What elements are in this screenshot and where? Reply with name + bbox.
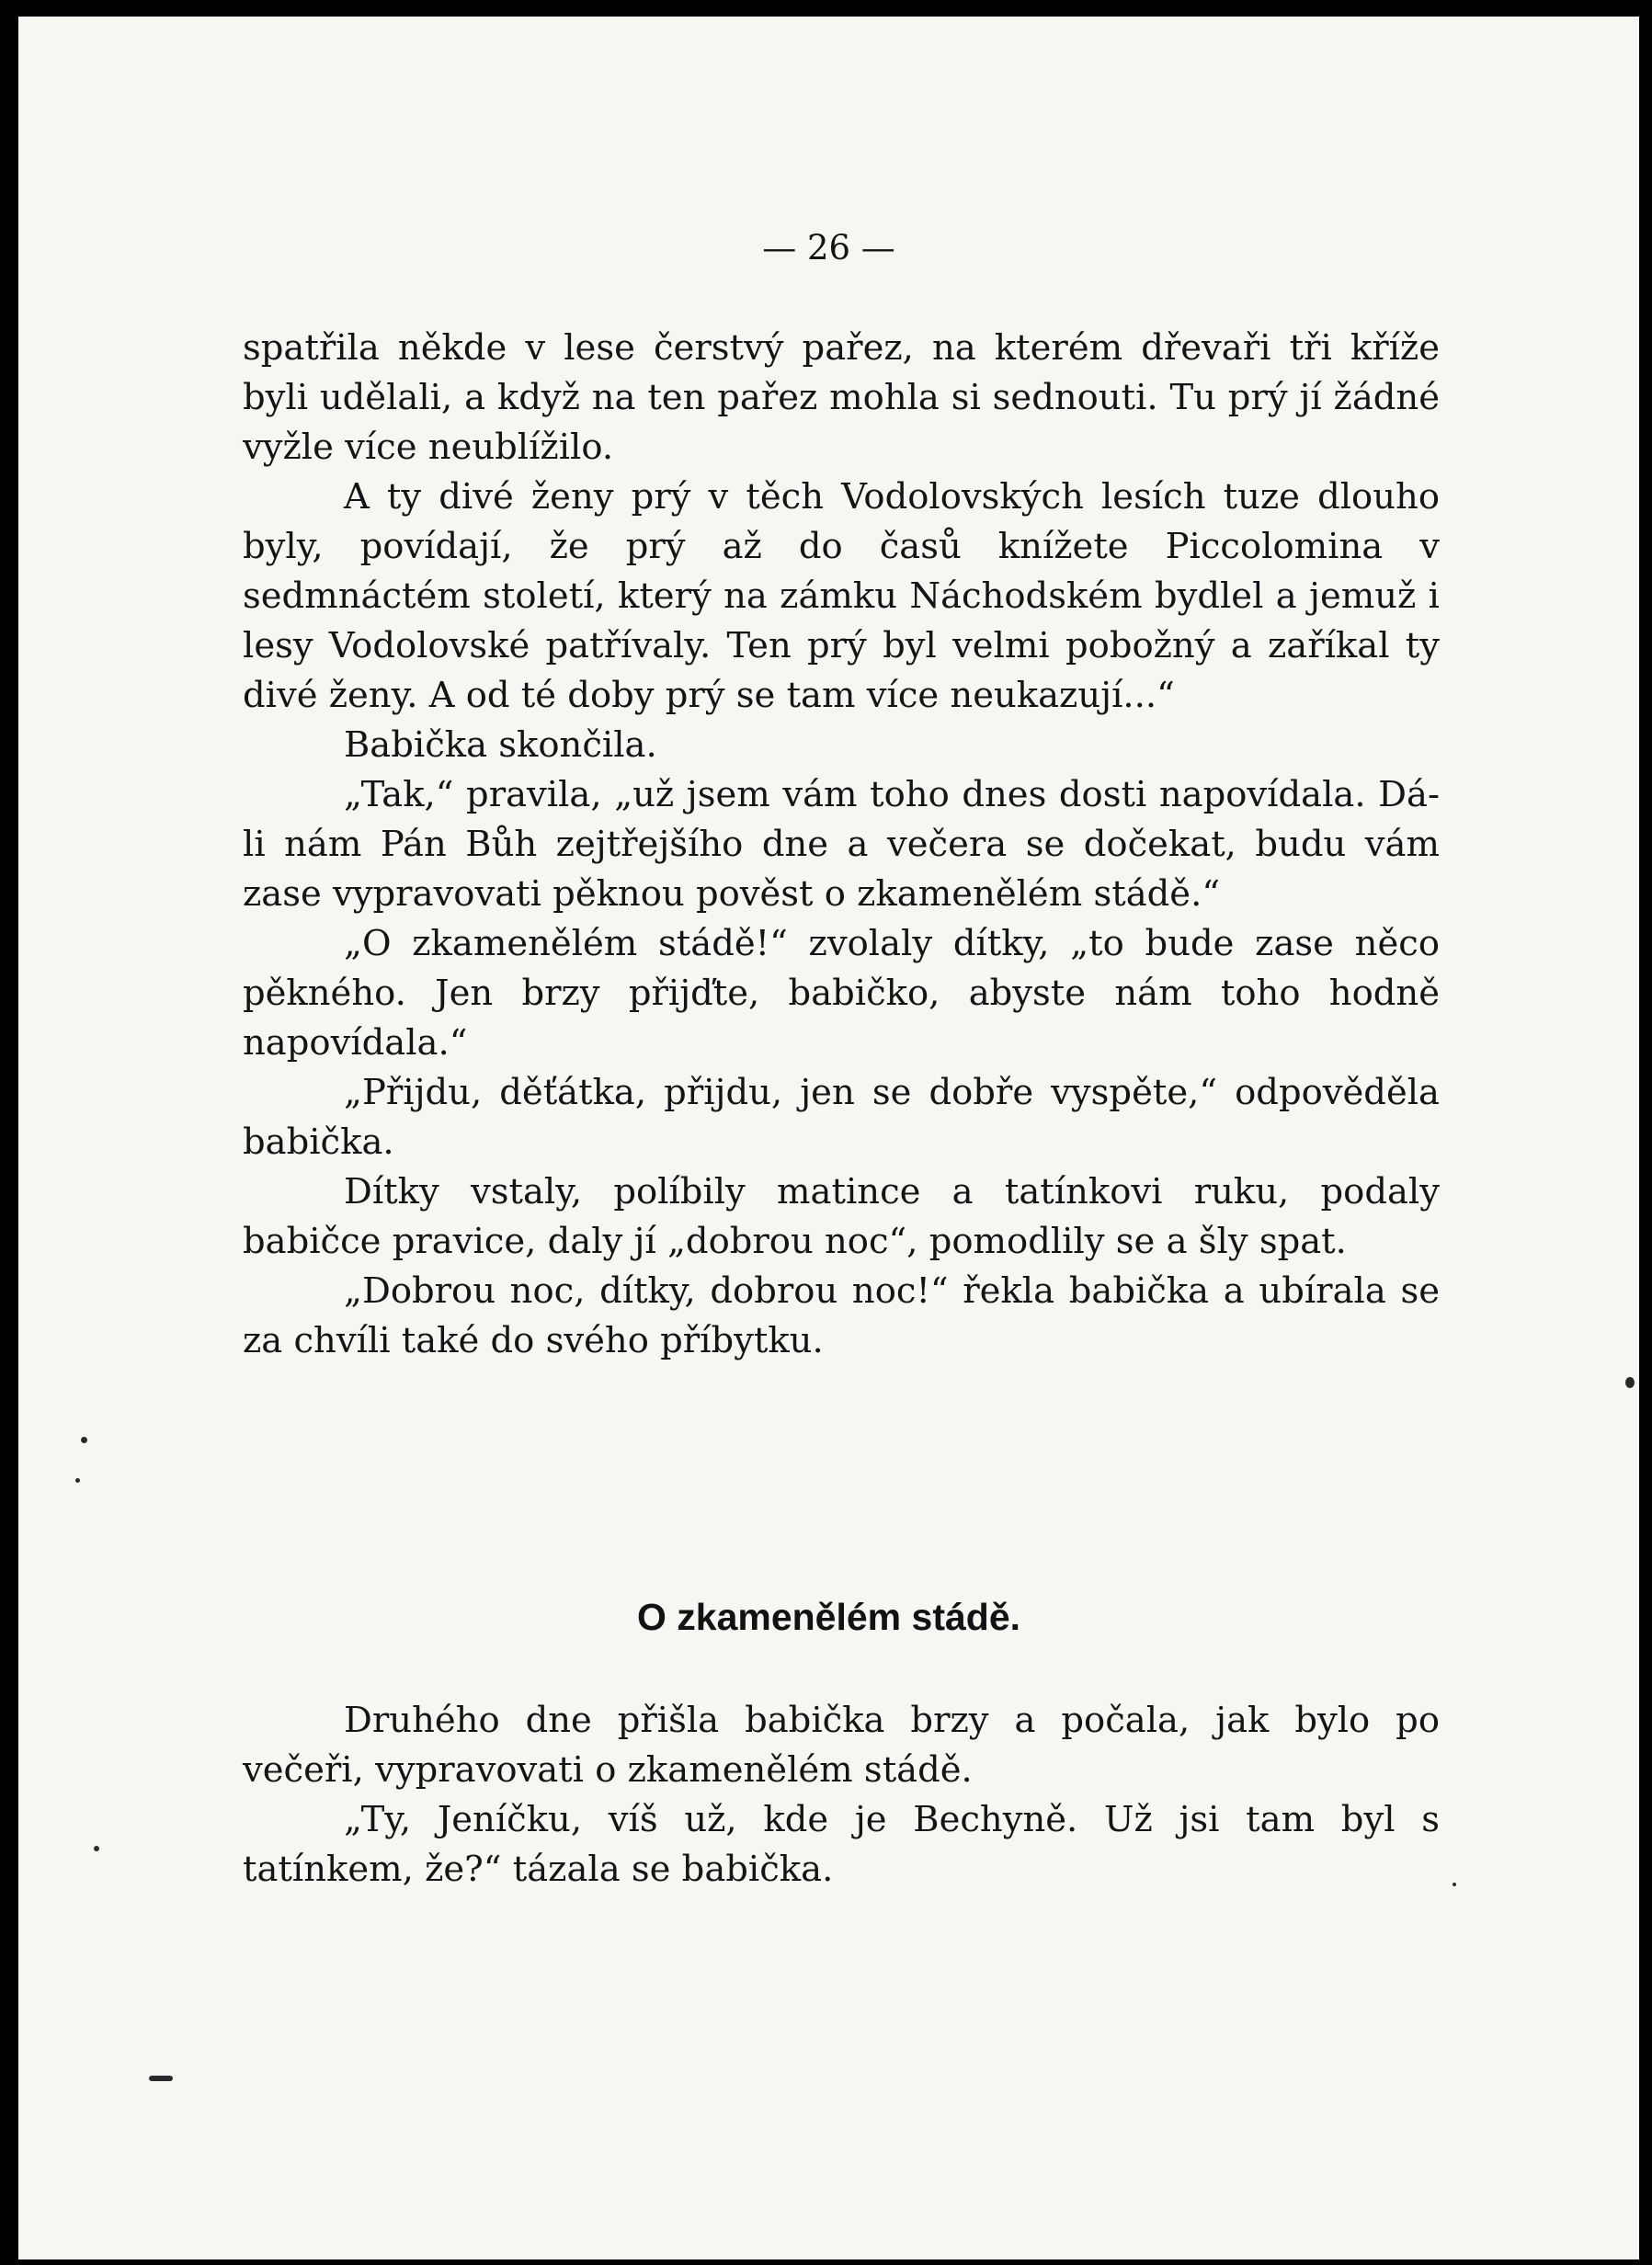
paragraph-continued: spatřila někde v lese čerstvý pařez, na kterém dřevaři tři kříže byli udělali, a když na ten pařez mohla si sednouti. Tu prý jí žádné vyžle více neublížilo. <box>243 327 1440 468</box>
section-heading: O zkamenělém stádě. <box>636 1596 1021 1638</box>
paragraph: „Ty, Jeníčku, víš už, kde je Bechyně. Už jsi tam byl s tatínkem, že?“ tázala se babička. <box>243 1799 1440 1890</box>
main-text <box>243 324 1440 1366</box>
scan-speck <box>1453 1883 1456 1886</box>
book-page <box>18 17 1639 2259</box>
paragraph: A ty divé ženy prý v těch Vodolovských lesích tuze dlouho byly, povídají, že prý až do časů knížete Piccolomina v sedmnáctém století, který na zámku Náchodském bydlel a jemuž i lesy Vodolovské patřívaly. Ten prý byl velmi pobožný a zaříkal ty divé ženy. A od té doby prý se tam více neukazují...“ <box>243 476 1440 716</box>
paragraph: „Tak,“ pravila, „už jsem vám toho dnes dosti napovídala. Dá-li nám Pán Bůh zejtřejšího dne a večera se dočekat, budu vám zase vypravovati pěknou pověst o zkamenělém stádě.“ <box>243 774 1440 915</box>
paragraph: „Dobrou noc, dítky, dobrou noc!“ řekla babička a ubírala se za chvíli také do svého příbytku. <box>243 1270 1440 1361</box>
page-number: — 26 — <box>762 228 895 267</box>
scan-speck <box>1625 1377 1635 1388</box>
scan-speck <box>149 2076 173 2081</box>
scan-speck <box>94 1846 99 1851</box>
section-text <box>243 1696 1440 1895</box>
paragraph: „Přijdu, děťátka, přijdu, jen se dobře vyspěte,“ odpověděla babička. <box>243 1072 1440 1163</box>
paragraph: Druhého dne přišla babička brzy a počala, jak bylo po večeři, vypravovati o zkamenělém stádě. <box>243 1700 1440 1791</box>
paragraph: Dítky vstaly, políbily matince a tatínkovi ruku, podaly babičce pravice, daly jí „dobrou noc“, pomodlily se a šly spat. <box>243 1171 1440 1262</box>
paragraph: Babička skončila. <box>344 724 657 766</box>
paragraph: „O zkamenělém stádě!“ zvolaly dítky, „to bude zase něco pěkného. Jen brzy přijďte, babičko, abyste nám toho hodně napovídala.“ <box>243 923 1440 1064</box>
scan-speck <box>81 1437 87 1443</box>
scan-speck <box>75 1478 80 1483</box>
